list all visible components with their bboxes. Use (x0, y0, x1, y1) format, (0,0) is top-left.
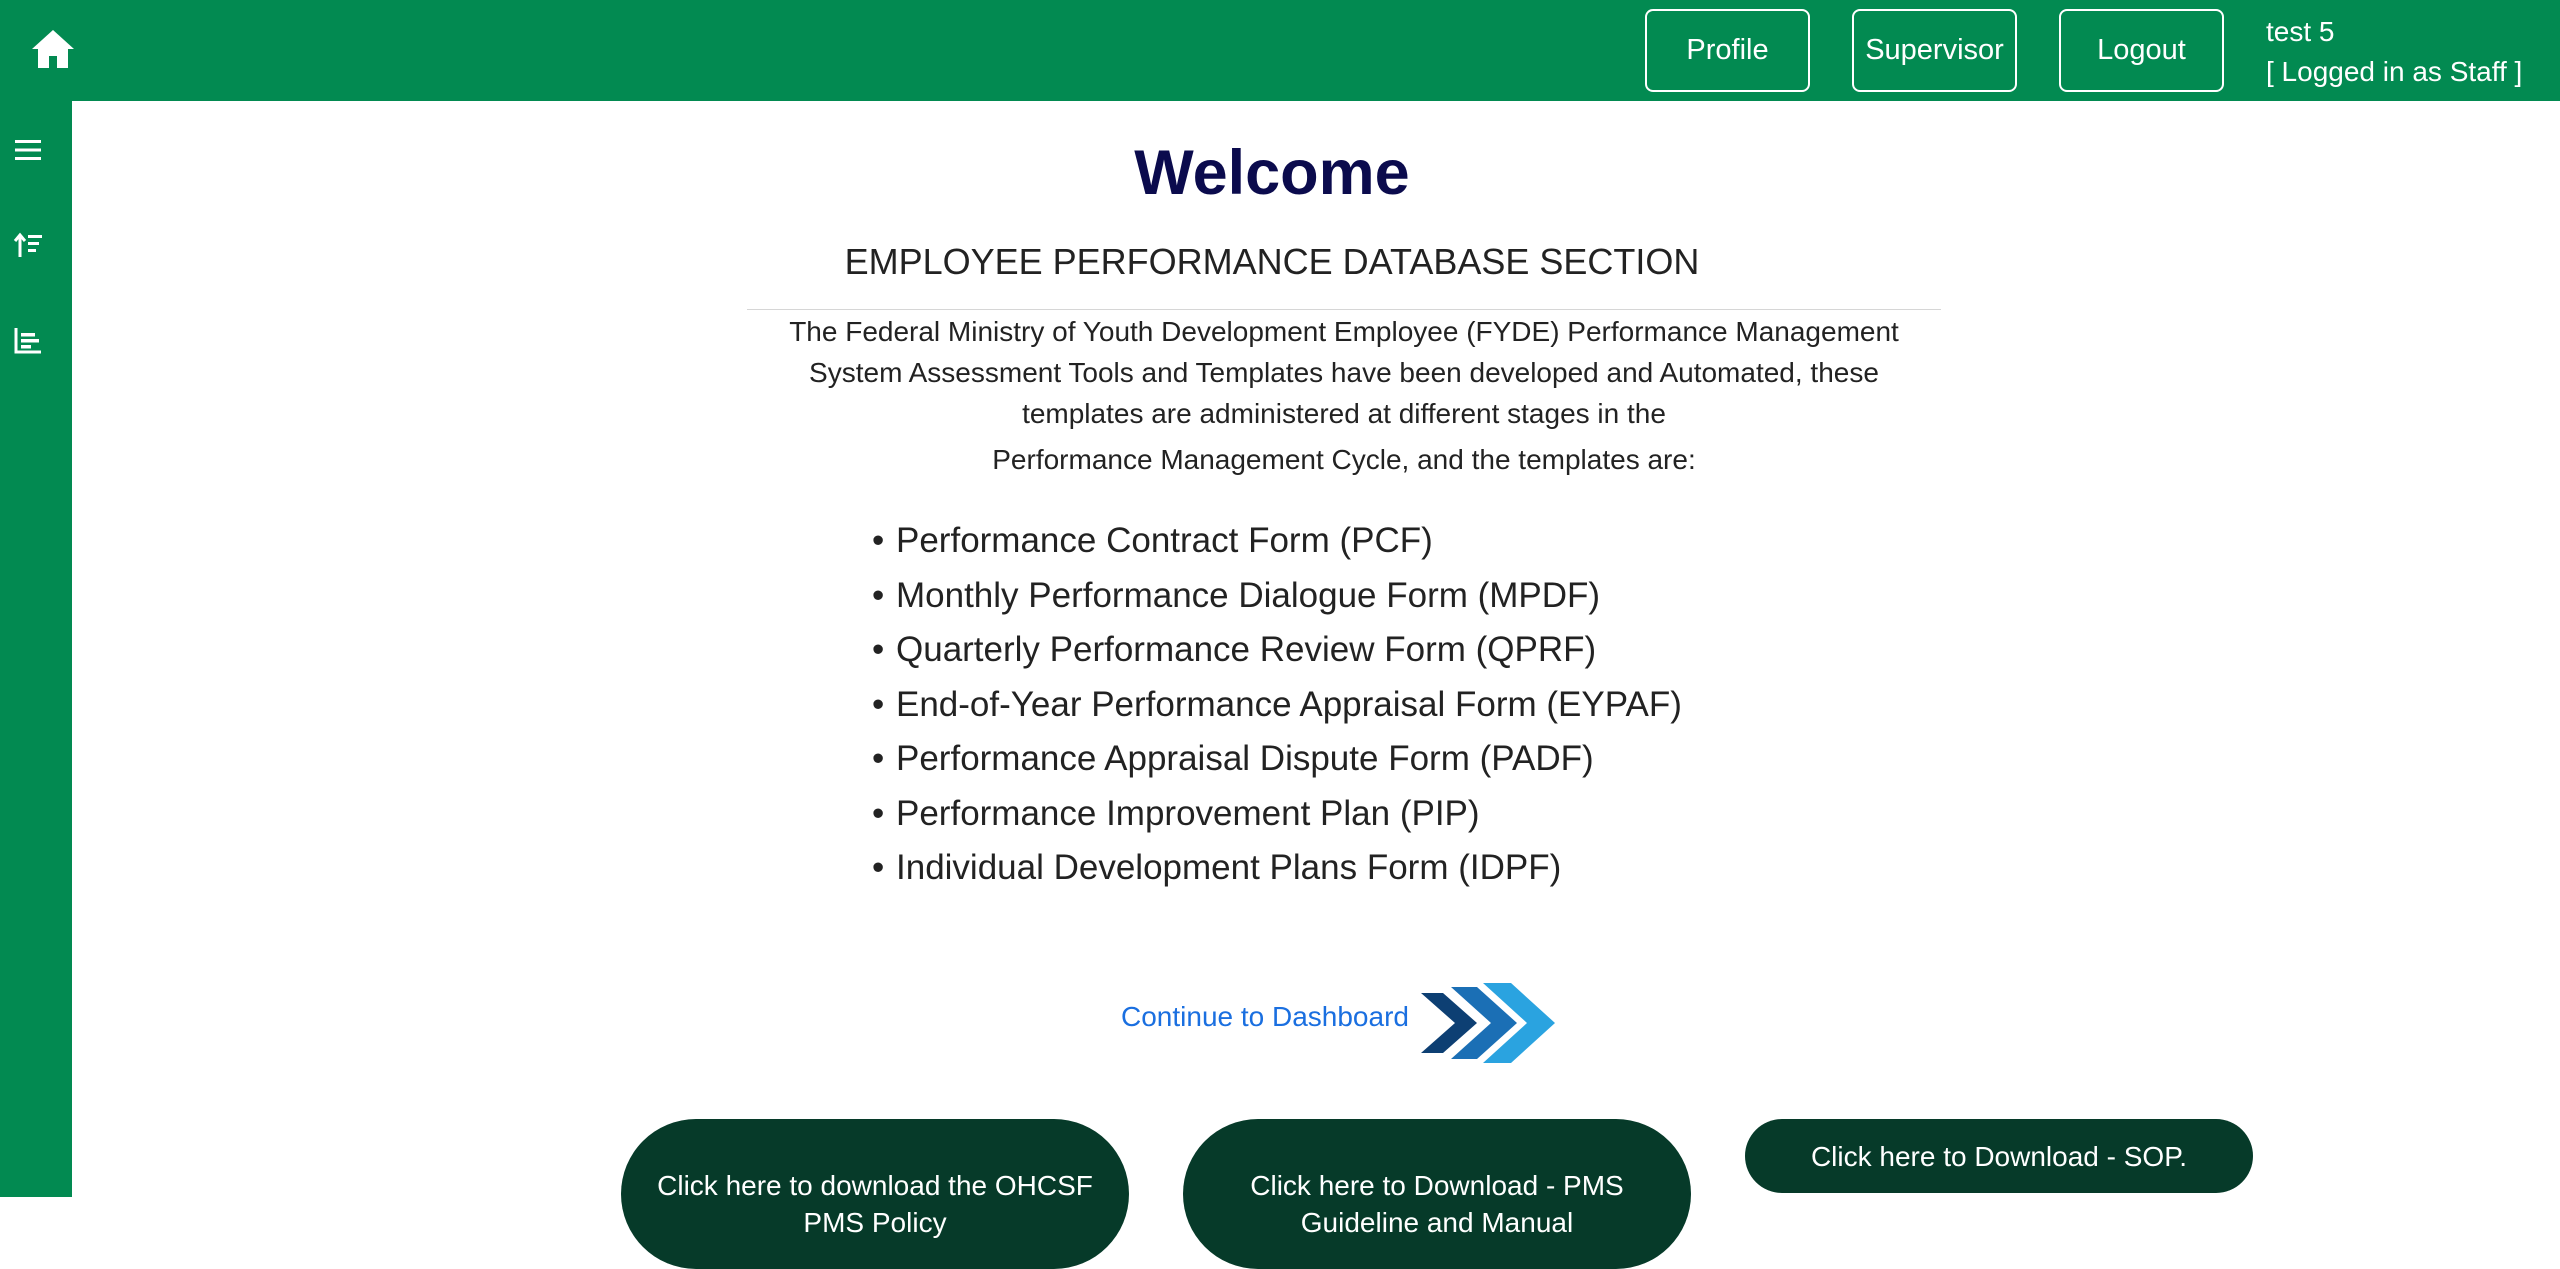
logout-button[interactable]: Logout (2059, 9, 2224, 92)
list-item: • Individual Development Plans Form (IDPF) (872, 848, 1562, 887)
welcome-heading: Welcome (1134, 138, 1410, 208)
continue-to-dashboard-link[interactable]: Continue to Dashboard (1121, 1001, 1409, 1032)
download-ohcsf-pms-policy-button[interactable]: Click here to download the OHCSF PMS Policy (621, 1119, 1129, 1269)
intro-text-continued: Performance Management Cycle, and the templates are: (992, 444, 1696, 475)
list-item: • Performance Improvement Plan (PIP) (872, 793, 1480, 833)
forward-arrows-icon[interactable] (1421, 981, 1561, 1065)
main-content (72, 101, 2560, 1238)
list-item: • Quarterly Performance Review Form (QPRF) (872, 630, 1597, 669)
user-name: test 5 (2266, 16, 2335, 47)
user-info (2266, 12, 2522, 92)
list-item: • Performance Contract Form (PCF) (872, 521, 1433, 560)
profile-button[interactable]: Profile (1645, 9, 1810, 92)
list-item: • Performance Appraisal Dispute Form (PADF) (872, 739, 1594, 778)
download-sop-button[interactable]: Click here to Download - SOP. (1745, 1119, 2253, 1193)
bar-chart-icon[interactable] (13, 325, 43, 355)
download-pms-guideline-button[interactable]: Click here to Download - PMS Guideline and Manual (1183, 1119, 1691, 1269)
divider (747, 309, 1941, 310)
supervisor-button[interactable]: Supervisor (1852, 9, 2017, 92)
list-item: • Monthly Performance Dialogue Form (MPDF) (872, 575, 1601, 615)
top-navbar (0, 0, 2560, 101)
intro-text: The Federal Ministry of Youth Development Employee (FYDE) Performance Management System Assessment Tools and Templates have been developed and Automated, these templates are administered at different stages in the (789, 316, 1899, 429)
forms-list (872, 514, 1682, 896)
section-title: EMPLOYEE PERFORMANCE DATABASE SECTION (844, 241, 1700, 282)
list-item: • End-of-Year Performance Appraisal Form (EYPAF) (872, 684, 1682, 724)
home-icon[interactable] (30, 28, 76, 70)
user-role: [ Logged in as Staff ] (2266, 56, 2523, 87)
